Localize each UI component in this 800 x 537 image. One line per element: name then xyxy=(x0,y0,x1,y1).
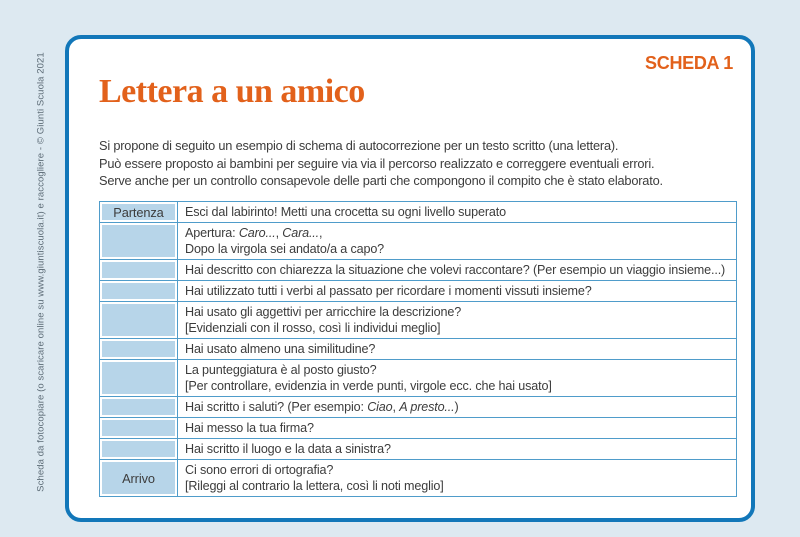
side-note-vertical-text: Scheda da fotocopiare (o scaricare online su www.giuntiscuola.it) e raccogliere - © Giunti Scuola 2021 xyxy=(35,52,47,492)
row-label xyxy=(102,399,175,415)
row-text-line: Esci dal labirinto! Metti una crocetta su ogni livello superato xyxy=(185,205,506,219)
row-label: Arrivo xyxy=(102,462,175,494)
row-text-line: La punteggiatura è al posto giusto? xyxy=(185,363,377,377)
row-text-line: Apertura: Caro..., Cara..., xyxy=(185,226,323,240)
row-text xyxy=(178,460,736,496)
table-row xyxy=(100,222,736,259)
row-text xyxy=(178,339,736,359)
row-text-line: Hai utilizzato tutti i verbi al passato per ricordare i momenti vissuti insieme? xyxy=(185,284,592,298)
intro-paragraph xyxy=(99,137,747,190)
row-text xyxy=(178,281,736,301)
table-row xyxy=(100,396,736,417)
row-label: Partenza xyxy=(102,204,175,220)
row-label-cell xyxy=(100,460,178,496)
row-text xyxy=(178,360,736,396)
intro-line: Può essere proposto ai bambini per seguire via via il percorso realizzato e correggere eventuali errori. xyxy=(99,155,655,171)
row-text-line: [Rileggi al contrario la lettera, così li noti meglio] xyxy=(185,479,444,493)
row-label xyxy=(102,283,175,299)
table-row xyxy=(100,301,736,338)
table-row xyxy=(100,338,736,359)
row-label-cell xyxy=(100,339,178,359)
row-label xyxy=(102,225,175,257)
table-row xyxy=(100,459,736,496)
row-label-cell xyxy=(100,281,178,301)
sheet-label: SCHEDA 1 xyxy=(645,53,733,73)
row-label xyxy=(102,441,175,457)
row-text-line: Hai descritto con chiarezza la situazione che volevi raccontare? (Per esempio un viaggio insieme...) xyxy=(185,263,726,277)
row-text xyxy=(178,418,736,438)
row-text xyxy=(178,223,736,259)
row-text xyxy=(178,302,736,338)
row-text-line: Hai scritto i saluti? (Per esempio: Ciao, A presto...) xyxy=(185,400,459,414)
table-row xyxy=(100,359,736,396)
table-row xyxy=(100,438,736,459)
page-title: Lettera a un amico xyxy=(99,73,365,110)
row-label xyxy=(102,341,175,357)
row-label-cell xyxy=(100,302,178,338)
row-label xyxy=(102,262,175,278)
row-text xyxy=(178,439,736,459)
row-label-cell xyxy=(100,418,178,438)
worksheet-card xyxy=(65,35,755,522)
intro-line: Serve anche per un controllo consapevole delle parti che compongono il compito che è stato elaborato. xyxy=(99,173,663,188)
intro-line: Si propone di seguito un esempio di schema di autocorrezione per un testo scritto (una lettera). xyxy=(99,138,619,153)
row-label-cell xyxy=(100,360,178,396)
row-text xyxy=(178,260,736,280)
row-text-line: Dopo la virgola sei andato/a a capo? xyxy=(185,242,385,256)
row-text-line: Hai usato gli aggettivi per arricchire la descrizione? xyxy=(185,305,462,319)
table-row xyxy=(100,280,736,301)
row-text xyxy=(178,397,736,417)
row-label-cell xyxy=(100,397,178,417)
row-label-cell xyxy=(100,439,178,459)
checklist-table xyxy=(99,201,737,497)
row-label-cell xyxy=(100,260,178,280)
table-row xyxy=(100,202,736,222)
row-text-line: [Per controllare, evidenzia in verde punti, virgole ecc. che hai usato] xyxy=(185,379,552,393)
row-text-line: Hai scritto il luogo e la data a sinistra? xyxy=(185,442,391,456)
row-text-line: Hai usato almeno una similitudine? xyxy=(185,342,376,356)
row-text-line: Hai messo la tua firma? xyxy=(185,421,314,435)
row-label xyxy=(102,362,175,394)
row-text-line: Ci sono errori di ortografia? xyxy=(185,463,334,477)
row-label xyxy=(102,420,175,436)
row-label xyxy=(102,304,175,336)
row-label-cell xyxy=(100,202,178,222)
row-label-cell xyxy=(100,223,178,259)
table-row xyxy=(100,259,736,280)
row-text-line: [Evidenziali con il rosso, così li individui meglio] xyxy=(185,321,441,335)
row-text xyxy=(178,202,736,222)
table-row xyxy=(100,417,736,438)
